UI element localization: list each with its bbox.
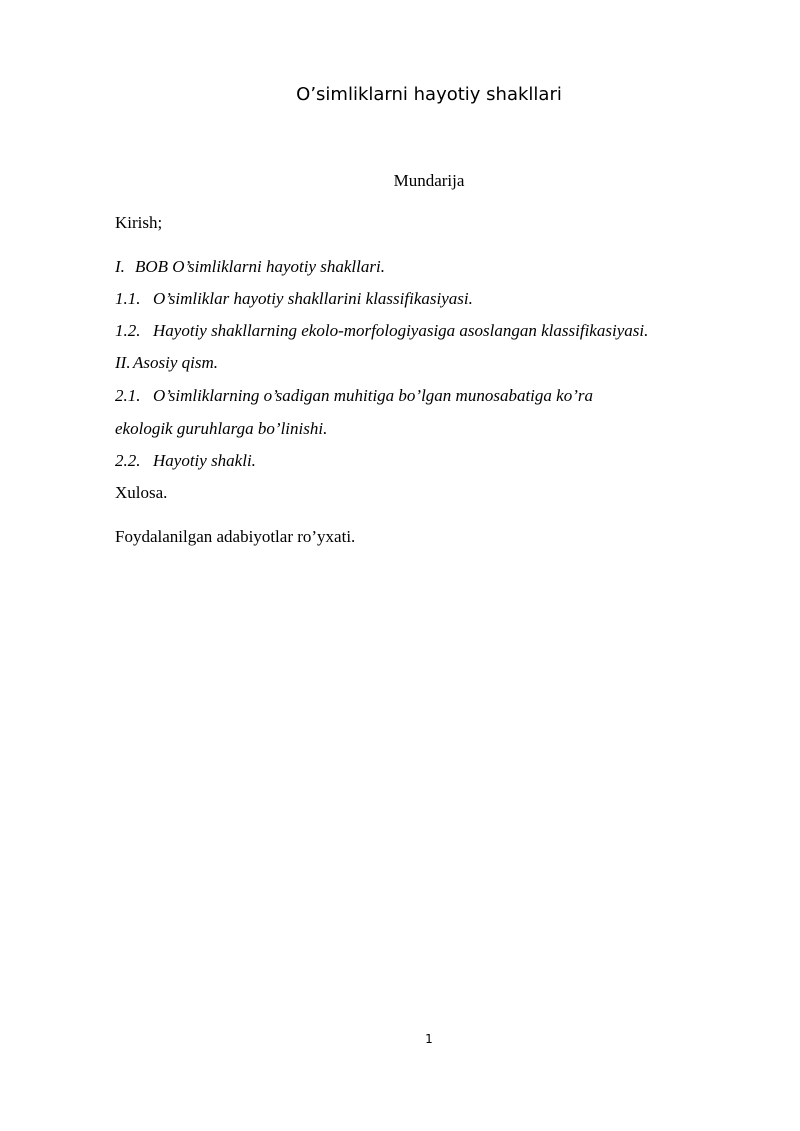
toc-item-introduction bbox=[115, 213, 162, 233]
document-title: O’simliklarni hayotiy shakllari bbox=[296, 84, 562, 105]
toc-item-text: Asosiy qism. bbox=[133, 353, 218, 372]
toc-item-number: 1.1. bbox=[115, 289, 141, 308]
toc-item-number: 2.2. bbox=[115, 451, 141, 470]
toc-item-chapter-2 bbox=[115, 353, 218, 373]
toc-item-references bbox=[115, 527, 355, 547]
toc-item-2-1-continued bbox=[115, 419, 327, 439]
toc-item-1-2 bbox=[115, 321, 648, 341]
toc-item-text: BOB O’simliklarni hayotiy shakllari. bbox=[135, 257, 385, 276]
toc-item-text: Xulosa. bbox=[115, 483, 168, 502]
toc-item-text: Kirish; bbox=[115, 213, 163, 232]
page-number: 1 bbox=[425, 1032, 433, 1046]
toc-item-2-2 bbox=[115, 451, 256, 471]
toc-item-number: II. bbox=[115, 353, 131, 372]
toc-item-2-1 bbox=[115, 386, 593, 406]
toc-item-text: O’simliklar hayotiy shakllarini klassifikasiyasi. bbox=[153, 289, 473, 308]
toc-item-number: I. bbox=[115, 257, 125, 276]
toc-item-text: ekologik guruhlarga bo’linishi. bbox=[115, 419, 328, 438]
toc-item-text: Foydalanilgan adabiyotlar ro’yxati. bbox=[115, 527, 356, 546]
toc-item-text: Hayotiy shakllarning ekolo-morfologiyasiga asoslangan klassifikasiyasi. bbox=[153, 321, 649, 340]
toc-item-text: O’simliklarning o’sadigan muhitiga bo’lgan munosabatiga ko’ra bbox=[153, 386, 593, 405]
toc-item-1-1 bbox=[115, 289, 473, 309]
toc-heading: Mundarija bbox=[393, 171, 465, 190]
toc-item-conclusion bbox=[115, 483, 167, 503]
toc-item-number: 2.1. bbox=[115, 386, 141, 405]
toc-item-number: 1.2. bbox=[115, 321, 141, 340]
toc-item-text: Hayotiy shakli. bbox=[153, 451, 256, 470]
toc-item-chapter-1 bbox=[115, 257, 385, 277]
